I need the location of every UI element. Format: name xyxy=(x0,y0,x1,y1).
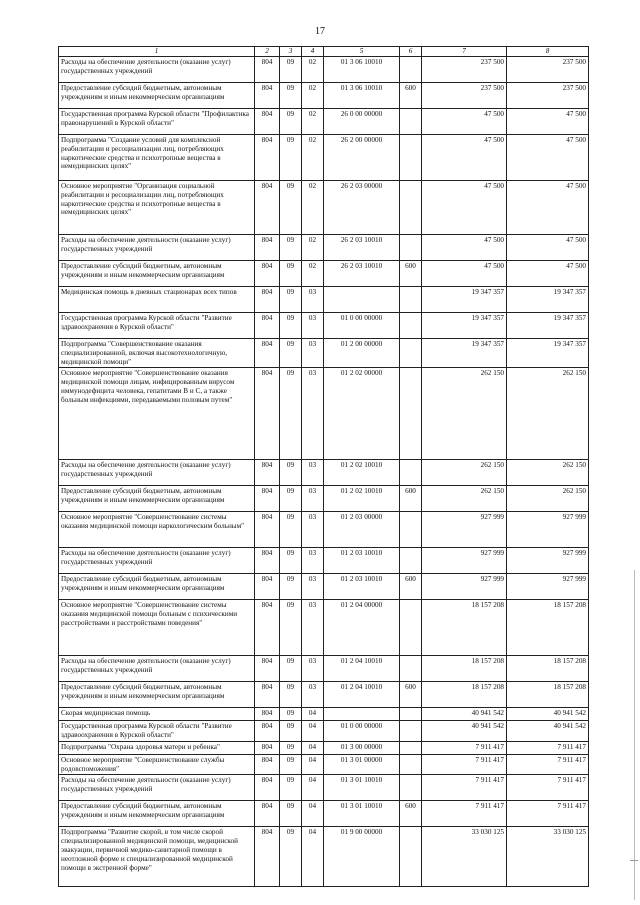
row-subsection-code: 03 xyxy=(302,460,324,486)
row-amount-year2: 18 157 208 xyxy=(507,600,589,656)
table-row xyxy=(59,460,589,486)
table-header-row xyxy=(59,47,589,57)
row-ministry-code: 804 xyxy=(255,512,280,548)
row-target-code xyxy=(324,287,400,313)
row-ministry-code: 804 xyxy=(255,574,280,600)
row-ministry-code: 804 xyxy=(255,754,280,775)
row-name: Расходы на обеспечение деятельности (оказание услуг) государственных учреждений xyxy=(59,775,255,801)
row-name: Медицинская помощь в дневных стационарах всех типов xyxy=(59,287,255,313)
row-expense-type xyxy=(400,775,422,801)
row-subsection-code: 04 xyxy=(302,741,324,754)
table-row xyxy=(59,135,589,181)
row-expense-type xyxy=(400,708,422,721)
row-amount-year2: 237 500 xyxy=(507,57,589,83)
row-amount-year2: 927 999 xyxy=(507,548,589,574)
row-target-code: 01 3 01 10010 xyxy=(324,801,400,827)
row-target-code: 01 2 04 00000 xyxy=(324,600,400,656)
row-subsection-code: 03 xyxy=(302,682,324,708)
row-target-code: 26 2 03 00000 xyxy=(324,181,400,235)
row-name: Основное мероприятие "Совершенствование оказания медицинской помощи лицам, инфицированным вирусом иммунодефицита человека, гепатитами В и С, а также больным инфекциями, передаваемыми половым путем" xyxy=(59,368,255,460)
row-name: Предоставление субсидий бюджетным, автономным учреждениям и иным некоммерческим организациям xyxy=(59,574,255,600)
row-subsection-code: 03 xyxy=(302,486,324,512)
row-amount-year1: 7 911 417 xyxy=(422,775,507,801)
row-amount-year2: 262 150 xyxy=(507,460,589,486)
row-ministry-code: 804 xyxy=(255,721,280,742)
row-subsection-code: 03 xyxy=(302,368,324,460)
row-ministry-code: 804 xyxy=(255,287,280,313)
row-expense-type xyxy=(400,235,422,261)
row-amount-year2: 7 911 417 xyxy=(507,754,589,775)
row-section-code: 09 xyxy=(280,261,302,287)
table-row xyxy=(59,83,589,109)
row-target-code: 01 3 00 00000 xyxy=(324,741,400,754)
row-target-code: 01 3 06 10010 xyxy=(324,83,400,109)
table-row xyxy=(59,261,589,287)
row-name: Предоставление субсидий бюджетным, автономным учреждениям и иным некоммерческим организациям xyxy=(59,83,255,109)
row-expense-type xyxy=(400,656,422,682)
page-number: 17 xyxy=(315,26,325,37)
row-subsection-code: 03 xyxy=(302,548,324,574)
row-target-code: 01 2 04 10010 xyxy=(324,682,400,708)
table-row xyxy=(59,235,589,261)
row-section-code: 09 xyxy=(280,109,302,135)
row-expense-type: 600 xyxy=(400,83,422,109)
row-amount-year2: 927 999 xyxy=(507,512,589,548)
row-amount-year2: 7 911 417 xyxy=(507,801,589,827)
row-subsection-code: 03 xyxy=(302,656,324,682)
row-ministry-code: 804 xyxy=(255,109,280,135)
row-amount-year1: 237 500 xyxy=(422,57,507,83)
row-subsection-code: 04 xyxy=(302,754,324,775)
table-row xyxy=(59,801,589,827)
row-name: Предоставление субсидий бюджетным, автономным учреждениям и иным некоммерческим организациям xyxy=(59,486,255,512)
row-expense-type: 600 xyxy=(400,682,422,708)
column-header: 5 xyxy=(324,47,400,57)
row-amount-year1: 47 500 xyxy=(422,261,507,287)
row-section-code: 09 xyxy=(280,775,302,801)
column-header: 4 xyxy=(302,47,324,57)
row-expense-type xyxy=(400,313,422,339)
table-row xyxy=(59,708,589,721)
row-expense-type xyxy=(400,368,422,460)
row-section-code: 09 xyxy=(280,600,302,656)
row-subsection-code: 03 xyxy=(302,574,324,600)
row-amount-year2: 927 999 xyxy=(507,574,589,600)
row-section-code: 09 xyxy=(280,83,302,109)
table-row xyxy=(59,827,589,887)
row-subsection-code: 04 xyxy=(302,708,324,721)
row-ministry-code: 804 xyxy=(255,827,280,887)
row-section-code: 09 xyxy=(280,368,302,460)
column-header: 6 xyxy=(400,47,422,57)
row-section-code: 09 xyxy=(280,181,302,235)
row-expense-type xyxy=(400,287,422,313)
row-amount-year1: 237 500 xyxy=(422,83,507,109)
table-row xyxy=(59,574,589,600)
row-target-code: 01 2 02 10010 xyxy=(324,486,400,512)
row-amount-year2: 237 500 xyxy=(507,83,589,109)
row-target-code: 01 2 02 00000 xyxy=(324,368,400,460)
table-row xyxy=(59,600,589,656)
row-target-code: 26 2 00 00000 xyxy=(324,135,400,181)
table-row xyxy=(59,287,589,313)
column-header: 1 xyxy=(59,47,255,57)
row-target-code: 26 0 00 00000 xyxy=(324,109,400,135)
row-ministry-code: 804 xyxy=(255,741,280,754)
row-amount-year1: 7 911 417 xyxy=(422,754,507,775)
row-amount-year2: 33 030 125 xyxy=(507,827,589,887)
row-amount-year2: 40 941 542 xyxy=(507,708,589,721)
row-section-code: 09 xyxy=(280,754,302,775)
row-expense-type: 600 xyxy=(400,261,422,287)
row-ministry-code: 804 xyxy=(255,775,280,801)
row-subsection-code: 03 xyxy=(302,339,324,368)
row-subsection-code: 04 xyxy=(302,721,324,742)
row-ministry-code: 804 xyxy=(255,486,280,512)
row-name: Предоставление субсидий бюджетным, автономным учреждениям и иным некоммерческим организациям xyxy=(59,261,255,287)
row-ministry-code: 804 xyxy=(255,801,280,827)
row-ministry-code: 804 xyxy=(255,57,280,83)
table-row xyxy=(59,313,589,339)
row-section-code: 09 xyxy=(280,682,302,708)
row-amount-year1: 47 500 xyxy=(422,135,507,181)
row-section-code: 09 xyxy=(280,656,302,682)
budget-table xyxy=(58,46,589,887)
row-ministry-code: 804 xyxy=(255,548,280,574)
table-row xyxy=(59,512,589,548)
row-name: Скорая медицинская помощь xyxy=(59,708,255,721)
column-header: 7 xyxy=(422,47,507,57)
row-ministry-code: 804 xyxy=(255,682,280,708)
row-target-code: 01 2 00 00000 xyxy=(324,339,400,368)
row-amount-year2: 47 500 xyxy=(507,261,589,287)
table-row xyxy=(59,57,589,83)
row-expense-type xyxy=(400,600,422,656)
row-ministry-code: 804 xyxy=(255,600,280,656)
row-amount-year1: 7 911 417 xyxy=(422,801,507,827)
row-ministry-code: 804 xyxy=(255,135,280,181)
row-ministry-code: 804 xyxy=(255,460,280,486)
row-subsection-code: 04 xyxy=(302,775,324,801)
row-amount-year1: 927 999 xyxy=(422,512,507,548)
row-expense-type xyxy=(400,512,422,548)
row-expense-type xyxy=(400,109,422,135)
row-target-code: 01 2 02 10010 xyxy=(324,460,400,486)
table-row xyxy=(59,754,589,775)
row-section-code: 09 xyxy=(280,801,302,827)
row-amount-year2: 40 941 542 xyxy=(507,721,589,742)
row-expense-type xyxy=(400,460,422,486)
row-subsection-code: 03 xyxy=(302,600,324,656)
row-expense-type xyxy=(400,827,422,887)
row-subsection-code: 02 xyxy=(302,235,324,261)
row-target-code: 01 0 00 00000 xyxy=(324,313,400,339)
row-amount-year1: 18 157 208 xyxy=(422,656,507,682)
row-amount-year1: 40 941 542 xyxy=(422,708,507,721)
row-amount-year2: 18 157 208 xyxy=(507,682,589,708)
column-header: 2 xyxy=(255,47,280,57)
row-name: Предоставление субсидий бюджетным, автономным учреждениям и иным некоммерческим организациям xyxy=(59,801,255,827)
row-amount-year2: 19 347 357 xyxy=(507,287,589,313)
row-name: Основное мероприятие "Организация социальной реабилитации и ресоциализации лиц, потребляющих наркотические средства и психотропные вещества в немедицинских целях" xyxy=(59,181,255,235)
row-ministry-code: 804 xyxy=(255,656,280,682)
row-amount-year2: 47 500 xyxy=(507,109,589,135)
row-ministry-code: 804 xyxy=(255,235,280,261)
row-name: Подпрограмма "Совершенствование оказания специализированной, включая высокотехнологичную, медицинской помощи" xyxy=(59,339,255,368)
row-amount-year1: 927 999 xyxy=(422,574,507,600)
row-amount-year1: 47 500 xyxy=(422,181,507,235)
table-row xyxy=(59,109,589,135)
row-target-code: 01 2 03 10010 xyxy=(324,574,400,600)
row-amount-year1: 47 500 xyxy=(422,109,507,135)
row-name: Расходы на обеспечение деятельности (оказание услуг) государственных учреждений xyxy=(59,548,255,574)
row-amount-year1: 19 347 357 xyxy=(422,287,507,313)
row-amount-year2: 47 500 xyxy=(507,181,589,235)
row-amount-year1: 927 999 xyxy=(422,548,507,574)
row-ministry-code: 804 xyxy=(255,368,280,460)
row-amount-year1: 262 150 xyxy=(422,368,507,460)
row-expense-type: 600 xyxy=(400,486,422,512)
row-subsection-code: 02 xyxy=(302,181,324,235)
row-name: Подпрограмма "Создание условий для комплексной реабилитации и ресоциализации лиц, потребляющих наркотические средства и психотропные вещества в немедицинских целях" xyxy=(59,135,255,181)
row-expense-type xyxy=(400,181,422,235)
table-row xyxy=(59,368,589,460)
row-target-code: 01 3 06 10010 xyxy=(324,57,400,83)
row-section-code: 09 xyxy=(280,313,302,339)
row-subsection-code: 03 xyxy=(302,313,324,339)
row-name: Основное мероприятие "Совершенствование системы оказания медицинской помощи наркологическим больным" xyxy=(59,512,255,548)
row-amount-year2: 7 911 417 xyxy=(507,775,589,801)
row-ministry-code: 804 xyxy=(255,261,280,287)
row-target-code: 01 9 00 00000 xyxy=(324,827,400,887)
row-amount-year1: 7 911 417 xyxy=(422,741,507,754)
row-amount-year2: 47 500 xyxy=(507,235,589,261)
row-amount-year1: 47 500 xyxy=(422,235,507,261)
row-amount-year1: 18 157 208 xyxy=(422,682,507,708)
table-row xyxy=(59,656,589,682)
row-expense-type: 600 xyxy=(400,801,422,827)
row-target-code xyxy=(324,708,400,721)
row-amount-year1: 19 347 357 xyxy=(422,339,507,368)
row-section-code: 09 xyxy=(280,574,302,600)
row-ministry-code: 804 xyxy=(255,83,280,109)
row-target-code: 01 3 01 10010 xyxy=(324,775,400,801)
row-section-code: 09 xyxy=(280,708,302,721)
row-section-code: 09 xyxy=(280,460,302,486)
row-subsection-code: 02 xyxy=(302,109,324,135)
row-target-code: 01 3 01 00000 xyxy=(324,754,400,775)
row-expense-type xyxy=(400,57,422,83)
row-section-code: 09 xyxy=(280,548,302,574)
row-section-code: 09 xyxy=(280,339,302,368)
row-section-code: 09 xyxy=(280,57,302,83)
row-amount-year1: 40 941 542 xyxy=(422,721,507,742)
row-section-code: 09 xyxy=(280,287,302,313)
row-amount-year1: 19 347 357 xyxy=(422,313,507,339)
scan-edge-line xyxy=(634,570,635,900)
row-name: Подпрограмма "Развитие скорой, в том числе скорой специализированной медицинской помощи, медицинской эвакуации, первичной медико-санитарной помощи в неотложной форме и специализированной медицинской помощи в экстренной форме" xyxy=(59,827,255,887)
row-amount-year2: 262 150 xyxy=(507,486,589,512)
row-name: Расходы на обеспечение деятельности (оказание услуг) государственных учреждений xyxy=(59,57,255,83)
row-section-code: 09 xyxy=(280,235,302,261)
row-target-code: 01 2 03 10010 xyxy=(324,548,400,574)
row-section-code: 09 xyxy=(280,486,302,512)
row-name: Государственная программа Курской области "Развитие здравоохранения в Курской области" xyxy=(59,313,255,339)
row-amount-year1: 18 157 208 xyxy=(422,600,507,656)
row-amount-year2: 19 347 357 xyxy=(507,339,589,368)
table-row xyxy=(59,548,589,574)
row-subsection-code: 02 xyxy=(302,57,324,83)
row-amount-year2: 47 500 xyxy=(507,135,589,181)
row-amount-year1: 262 150 xyxy=(422,460,507,486)
row-subsection-code: 04 xyxy=(302,827,324,887)
row-name: Подпрограмма "Охрана здоровья матери и ребенка" xyxy=(59,741,255,754)
row-ministry-code: 804 xyxy=(255,708,280,721)
row-section-code: 09 xyxy=(280,512,302,548)
row-subsection-code: 03 xyxy=(302,287,324,313)
column-header: 8 xyxy=(507,47,589,57)
row-expense-type: 600 xyxy=(400,574,422,600)
row-ministry-code: 804 xyxy=(255,339,280,368)
row-section-code: 09 xyxy=(280,135,302,181)
row-name: Расходы на обеспечение деятельности (оказание услуг) государственных учреждений xyxy=(59,656,255,682)
row-expense-type xyxy=(400,754,422,775)
row-subsection-code: 04 xyxy=(302,801,324,827)
row-target-code: 01 2 03 00000 xyxy=(324,512,400,548)
row-subsection-code: 02 xyxy=(302,83,324,109)
table-row xyxy=(59,181,589,235)
row-name: Предоставление субсидий бюджетным, автономным учреждениям и иным некоммерческим организациям xyxy=(59,682,255,708)
table-row xyxy=(59,486,589,512)
row-section-code: 09 xyxy=(280,827,302,887)
row-amount-year2: 262 150 xyxy=(507,368,589,460)
row-target-code: 01 0 00 00000 xyxy=(324,721,400,742)
row-expense-type xyxy=(400,135,422,181)
row-amount-year2: 18 157 208 xyxy=(507,656,589,682)
row-ministry-code: 804 xyxy=(255,313,280,339)
row-amount-year2: 19 347 357 xyxy=(507,313,589,339)
table-row xyxy=(59,721,589,742)
row-amount-year1: 33 030 125 xyxy=(422,827,507,887)
row-subsection-code: 02 xyxy=(302,135,324,181)
row-name: Расходы на обеспечение деятельности (оказание услуг) государственных учреждений xyxy=(59,235,255,261)
row-ministry-code: 804 xyxy=(255,181,280,235)
row-target-code: 01 2 04 10010 xyxy=(324,656,400,682)
row-expense-type xyxy=(400,339,422,368)
row-name: Основное мероприятие "Совершенствование системы оказания медицинской помощи больным с психическими расстройствами и расстройствами поведения" xyxy=(59,600,255,656)
row-section-code: 09 xyxy=(280,741,302,754)
row-section-code: 09 xyxy=(280,721,302,742)
row-name: Основное мероприятие "Совершенствование службы родовспоможения" xyxy=(59,754,255,775)
row-name: Государственная программа Курской области "Развитие здравоохранения в Курской области" xyxy=(59,721,255,742)
table-row xyxy=(59,682,589,708)
scan-edge-mark xyxy=(630,860,638,861)
row-subsection-code: 02 xyxy=(302,261,324,287)
table-row xyxy=(59,741,589,754)
row-target-code: 26 2 03 10010 xyxy=(324,261,400,287)
row-subsection-code: 03 xyxy=(302,512,324,548)
table-row xyxy=(59,775,589,801)
row-expense-type xyxy=(400,721,422,742)
row-name: Расходы на обеспечение деятельности (оказание услуг) государственных учреждений xyxy=(59,460,255,486)
row-expense-type xyxy=(400,548,422,574)
row-target-code: 26 2 03 10010 xyxy=(324,235,400,261)
row-amount-year1: 262 150 xyxy=(422,486,507,512)
row-name: Государственная программа Курской области "Профилактика правонарушений в Курской области" xyxy=(59,109,255,135)
row-expense-type xyxy=(400,741,422,754)
table-row xyxy=(59,339,589,368)
row-amount-year2: 7 911 417 xyxy=(507,741,589,754)
column-header: 3 xyxy=(280,47,302,57)
